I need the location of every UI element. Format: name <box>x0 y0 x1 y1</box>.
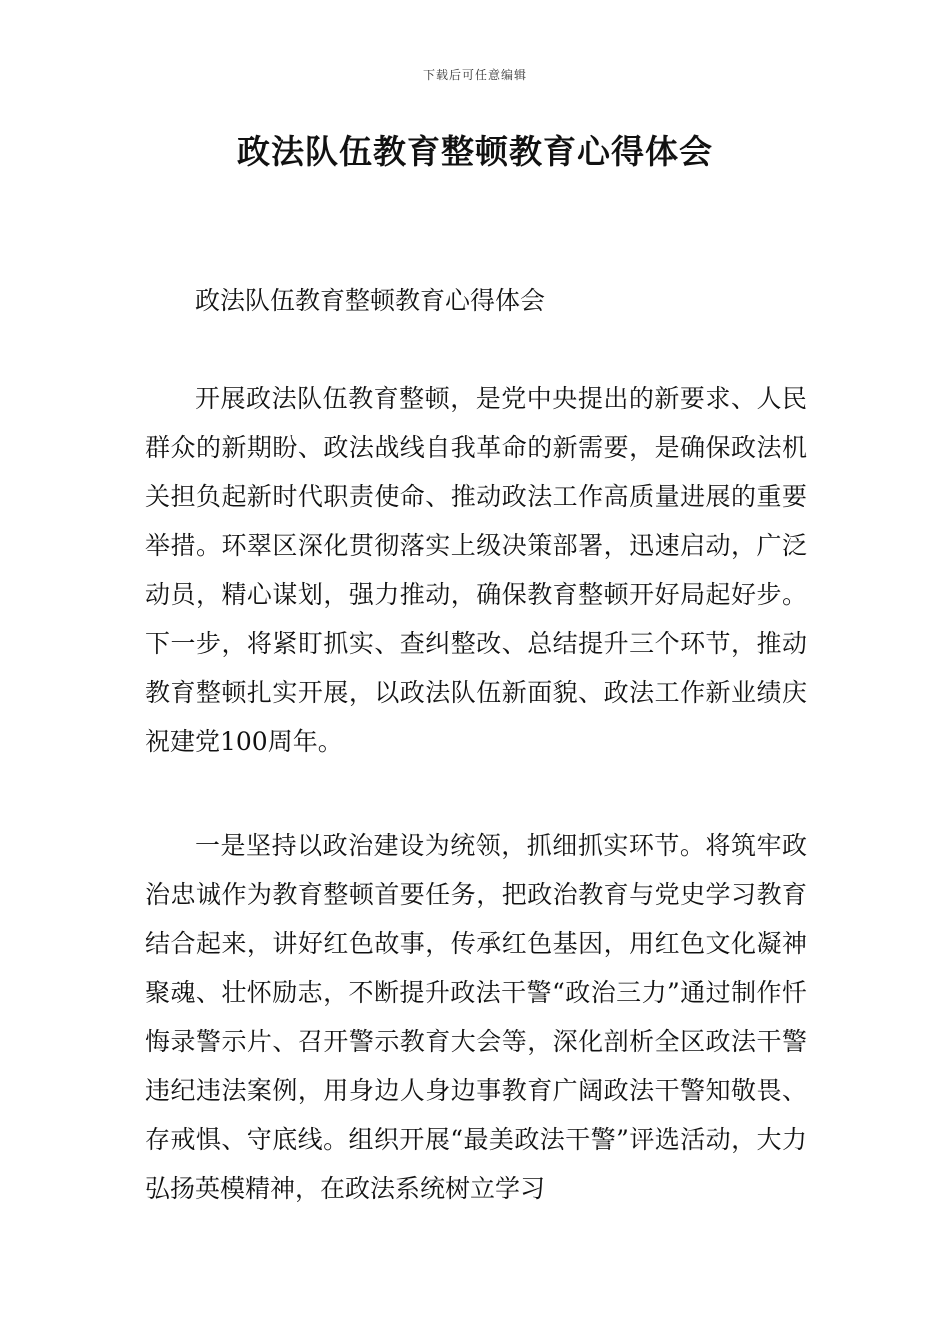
document-title: 政法队伍教育整顿教育心得体会 <box>237 132 713 171</box>
paragraph: 开展政法队伍教育整顿，是党中央提出的新要求、人民群众的新期盼、政法战线自我革命的新需要，是确保政法机关担负起新时代职责使命、推动政法工作高质量进展的重要举措。环翠区深化贯彻落实上级决策部署，迅速启动，广泛动员，精心谋划，强力推动，确保教育整顿开好局起好步。下一步，将紧盯抓实、查纠整改、总结提升三个环节，推动教育整顿扎实开展，以政法队伍新面貌、政法工作新业绩庆祝建党100周年。 <box>145 384 807 756</box>
paragraph: 一是坚持以政治建设为统领，抓细抓实环节。将筑牢政治忠诚作为教育整顿首要任务，把政治教育与党史学习教育结合起来，讲好红色故事，传承红色基因，用红色文化凝神聚魂、壮怀励志，不断提升政法干警“政治三力”通过制作忏悔录警示片、召开警示教育大会等，深化剖析全区政法干警违纪违法案例，用身边人身边事教育广阔政法干警知敬畏、存戒惧、守底线。组织开展“最美政法干警”评选活动，大力弘扬英模精神，在政法系统树立学习 <box>145 831 807 1203</box>
document-subtitle: 政法队伍教育整顿教育心得体会 <box>195 286 546 315</box>
header-note: 下载后可任意编辑 <box>422 68 527 82</box>
